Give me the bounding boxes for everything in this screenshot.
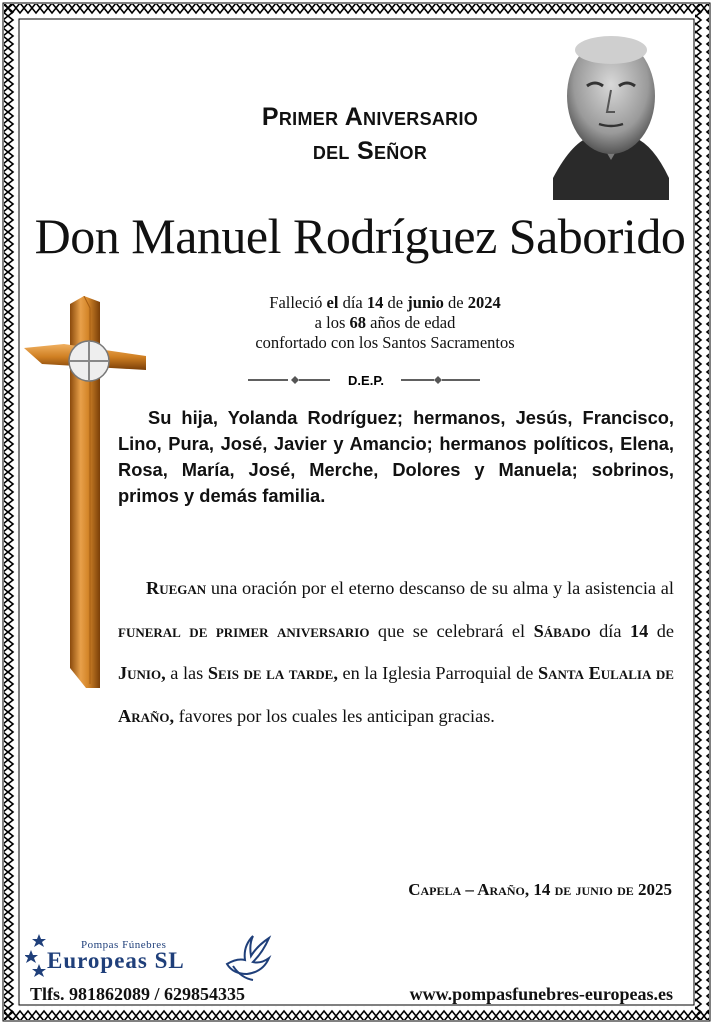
family-paragraph <box>118 405 674 509</box>
portrait-photo <box>553 28 669 200</box>
age-value: 68 <box>349 313 366 332</box>
death-text-5: de <box>383 293 408 312</box>
sacraments-line: confortado con los Santos Sacramentos <box>255 333 515 352</box>
website-link[interactable]: www.pompasfunebres-europeas.es <box>409 984 673 1004</box>
dove-icon <box>227 936 269 980</box>
funeral-time: Seis de la tarde, <box>207 663 338 683</box>
diamond-icon <box>291 376 299 384</box>
death-month: junio <box>407 293 444 312</box>
memorial-header <box>150 100 590 168</box>
funeral-day: 14 <box>629 620 649 641</box>
phone-numbers: Tlfs. 981862089 / 629854335 <box>30 984 246 1004</box>
deceased-name: Don Manuel Rodríguez Saborido <box>34 208 686 264</box>
star-icon <box>25 934 46 977</box>
death-date-line <box>175 293 595 313</box>
family-text: Su hija, Yolanda Rodríguez; hermanos, Jesús, Francisco, Lino, Pura, José, Javier y Amancio; hermanos políticos, Elena, Rosa, María, José, Merche, Dolores y Manuela; sobrinos, primos y demás familia. <box>118 407 674 506</box>
death-age-line <box>175 313 595 333</box>
age-text-1: a los <box>314 313 350 332</box>
death-text-2: el <box>326 293 339 312</box>
invitation-paragraph <box>118 567 674 737</box>
company-logo <box>25 930 287 986</box>
ruegan-text-2: una oración por el eterno descanso de su alma y la asistencia al <box>206 578 674 598</box>
ruegan-text-14: favores por los cuales les anticipan gracias. <box>174 705 495 726</box>
death-year: 2024 <box>467 293 501 312</box>
company-big-name: Europeas SL <box>47 948 185 973</box>
death-text-1: Falleció <box>269 293 327 312</box>
ruegan-text-4: que se celebrará el <box>369 620 534 641</box>
ruegan-word: Ruegan <box>146 578 207 598</box>
ruegan-text-10: a las <box>165 663 208 683</box>
funeral-type: funeral de primer aniversario <box>118 620 370 641</box>
diamond-icon <box>434 376 442 384</box>
death-text-7: de <box>443 293 468 312</box>
death-text-3: día <box>338 293 367 312</box>
ruegan-text-8: de <box>648 620 674 641</box>
funeral-month: Junio, <box>118 663 166 683</box>
death-details <box>175 293 595 353</box>
church-name: Santa Eulalia de Araño, <box>118 663 674 726</box>
place-date: Capela – Araño, 14 de junio de 2025 <box>408 880 672 899</box>
company-small-name: Pompas Fúnebres <box>81 939 167 951</box>
ruegan-text-12: en la Iglesia Parroquial de <box>337 663 538 683</box>
death-day: 14 <box>366 293 384 312</box>
header-line-2: del Señor <box>312 137 428 165</box>
ruegan-text-6: día <box>590 620 630 641</box>
header-line-1: Primer Aniversario <box>261 103 479 131</box>
dep-label: D.E.P. <box>348 373 384 388</box>
funeral-weekday: Sábado <box>533 620 591 641</box>
age-text-2: años de edad <box>366 313 456 332</box>
dep-divider <box>248 371 480 391</box>
